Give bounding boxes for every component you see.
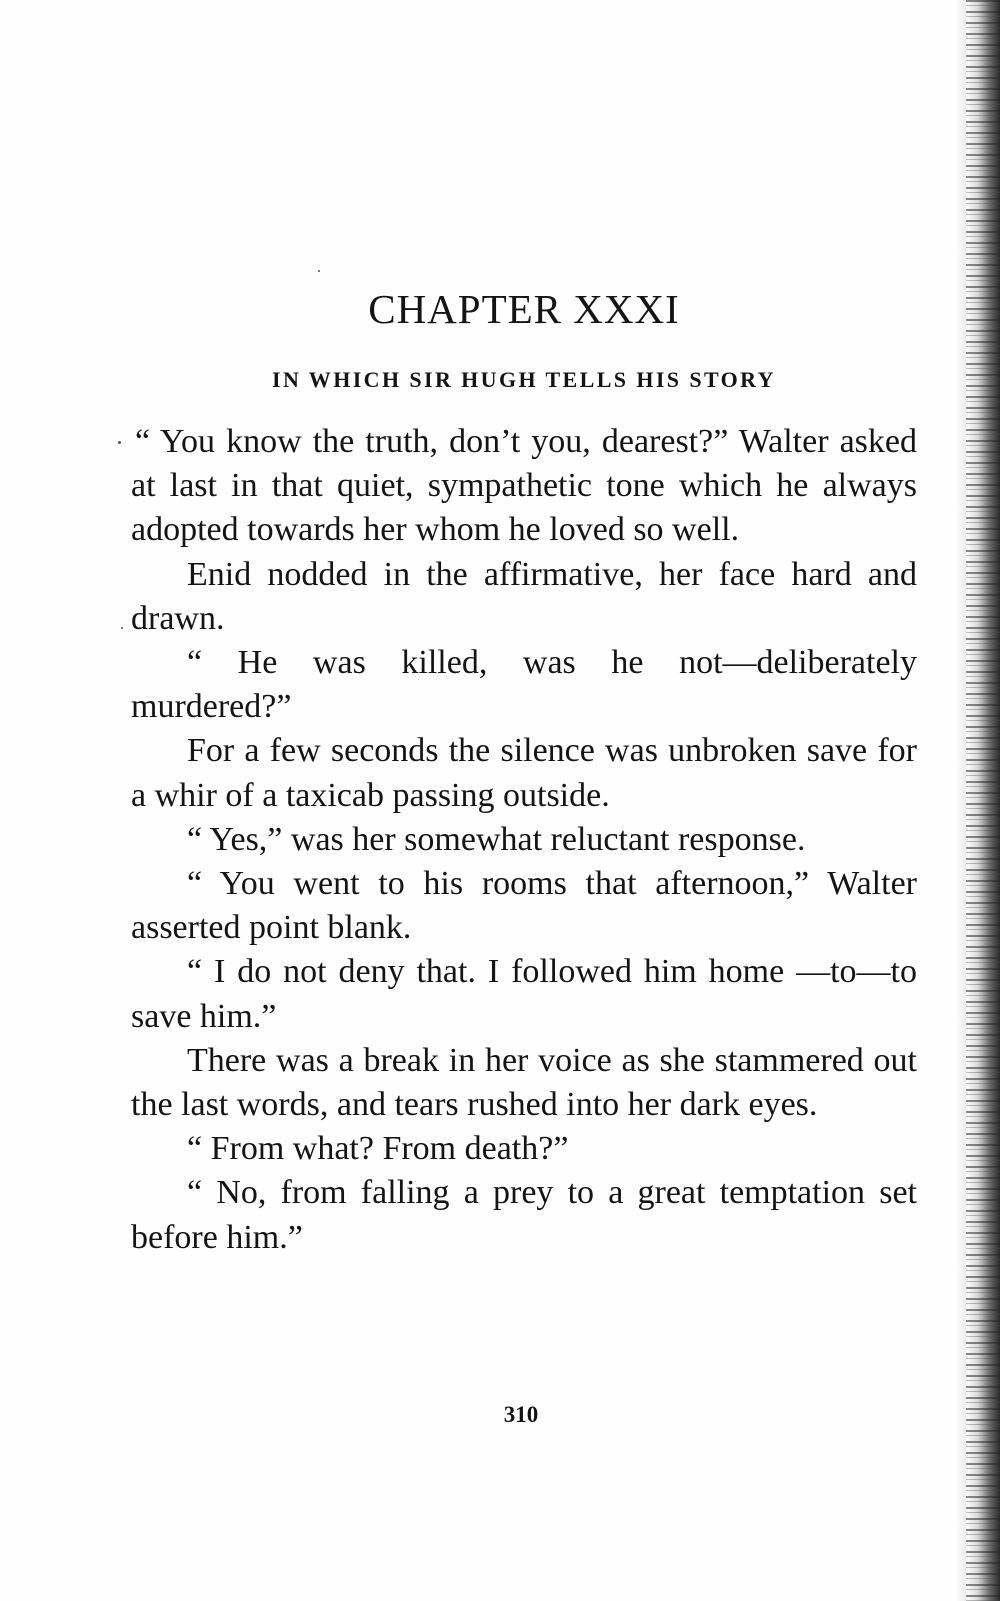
page-gutter-shadow xyxy=(956,0,966,1601)
paper-speck xyxy=(118,441,121,444)
paragraph: “ From what? From death?” xyxy=(187,1130,569,1168)
paragraph: “ No, from falling a prey to a great temptation set before him.” xyxy=(131,1174,917,1256)
paragraph: “ You went to his rooms that afternoon,” Walter asserted point blank. xyxy=(131,865,917,947)
paper-speck xyxy=(121,627,123,629)
paragraph: For a few seconds the silence was unbroken save for a whir of a taxicab passing outside. xyxy=(131,732,917,814)
page-number: 310 xyxy=(503,1402,539,1427)
book-spine-edge xyxy=(966,0,1000,1601)
chapter-body xyxy=(131,420,917,1260)
paragraph: Enid nodded in the affirmative, her face hard and drawn. xyxy=(131,555,917,637)
chapter-subtitle: IN WHICH SIR HUGH TELLS HIS STORY xyxy=(272,367,776,392)
paragraph: “ Yes,” was her somewhat reluctant response. xyxy=(187,820,806,858)
paragraph: “ You know the truth, don’t you, dearest?” Walter asked at last in that quiet, sympathetic tone which he always adopted towards her whom he loved so well. xyxy=(131,423,917,549)
paper-speck xyxy=(318,270,320,272)
paragraph: “ He was killed, was he not—deliberately murdered?” xyxy=(131,644,917,726)
chapter-title: CHAPTER XXXI xyxy=(368,286,680,332)
paragraph: “ I do not deny that. I followed him home —to—to save him.” xyxy=(131,953,917,1035)
paragraph: There was a break in her voice as she stammered out the last words, and tears rushed into her dark eyes. xyxy=(131,1041,917,1124)
